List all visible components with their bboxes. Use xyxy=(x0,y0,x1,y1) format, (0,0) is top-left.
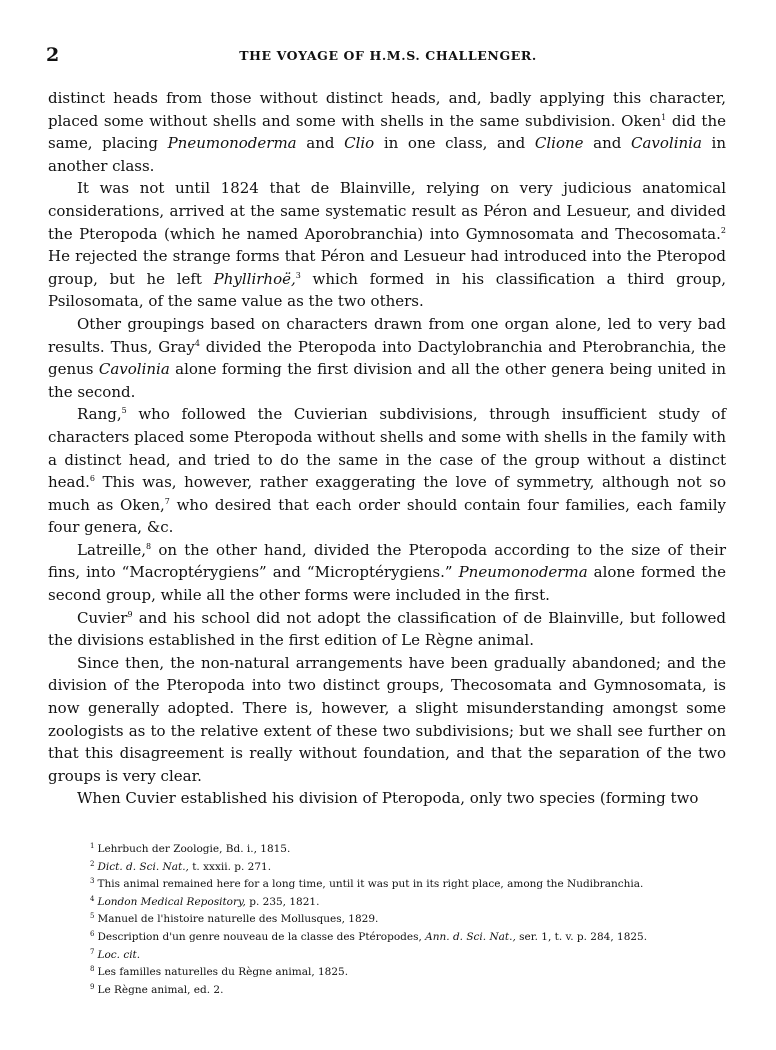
footnote-text: Les familles naturelles du Règne animal, 1825. xyxy=(97,966,349,979)
text-run: and his school did not adopt the classification of de Blainville, but followed the divisions established in the first edition of Le Règne animal. xyxy=(48,608,726,650)
footnote-number: 9 xyxy=(90,982,95,991)
italic-term: Pneumonoderma xyxy=(458,563,588,582)
text-run: who followed the Cuvierian subdivisions, through insufficient study of characters placed some Pteropoda without shells and some with shells in the family with a distinct head, and tried to do the same in the case of the group without a distinct head. xyxy=(48,405,726,492)
italic-term: Cavolinia xyxy=(98,360,170,379)
text-run: It was not until 1824 that de Blainville, relying on very judicious anatomical considerations, arrived at the same systematic result as Péron and Lesueur, and divided the Pteropoda (which he named Aporobranchia) into Gymnosomata and Thecosomata. xyxy=(48,179,726,243)
text-run: Since then, the non-natural arrangements have been gradually abandoned; and the division of the Pteropoda into two distinct groups, Thecosomata and Gymnosomata, is now generally adopted. There is, however, a slight misunderstanding amongst some zoologists as to the relative extent of these two subdivisions; but we shall see further on that this disagreement is really without foundation, and that the separation of the two groups is very clear. xyxy=(48,653,726,785)
footnote-ref: 6 xyxy=(89,474,95,484)
text-run: This was, however, rather exaggerating the love of symmetry, although not so much as Oken, xyxy=(48,473,726,514)
footnote-number: 6 xyxy=(90,929,95,938)
footnote-text: p. 235, 1821. xyxy=(245,895,320,908)
text-run: Other groupings based on characters drawn from one organ alone, led to very bad results. Thus, Gray xyxy=(48,314,726,356)
footnote-italic: London Medical Repository, xyxy=(97,895,246,908)
text-run: who desired that each order should contain four families, each family four genera, &c. xyxy=(48,495,727,537)
footnote-ref: 8 xyxy=(146,541,152,551)
footnote-text: This animal remained here for a long time, until it was put in its right place, among the Nudibranchia. xyxy=(97,878,644,891)
footnote-text: t. xxxii. p. 271. xyxy=(188,860,272,873)
footnote-text: Le Règne animal, ed. 2. xyxy=(97,983,224,996)
italic-term: Pneumonoderma xyxy=(167,134,297,153)
footnote-ref: 7 xyxy=(164,496,170,506)
italic-term: Cavolinia xyxy=(630,134,702,153)
text-run: in another class. xyxy=(48,134,726,175)
footnote-ref: 5 xyxy=(121,406,127,416)
footnotes xyxy=(90,841,730,999)
footnote xyxy=(90,964,730,982)
footnote-number: 7 xyxy=(90,947,95,956)
text-run: distinct heads from those without distinct heads, and, badly applying this character, placed some without shells and some with shells in the same subdivision. Oken xyxy=(48,89,726,130)
footnote-italic: Loc. cit. xyxy=(97,948,141,961)
footnote-text: Manuel de l'histoire naturelle des Mollusques, 1829. xyxy=(97,913,379,926)
footnote-number: 3 xyxy=(90,877,95,886)
footnote xyxy=(90,876,730,894)
paragraph-2 xyxy=(48,177,726,313)
footnote-ref: 3 xyxy=(295,270,301,280)
footnote-number: 1 xyxy=(90,842,95,850)
footnote-text: Lehrbuch der Zoologie, Bd. i., 1815. xyxy=(97,843,291,855)
footnote-number: 4 xyxy=(90,894,95,903)
footnote xyxy=(90,841,730,859)
text-run: Rang, xyxy=(77,405,122,424)
footnote-number: 8 xyxy=(90,965,95,974)
footnote-text: Description d'un genre nouveau de la classe des Ptéropodes, xyxy=(97,930,426,943)
text-run: did the same, placing xyxy=(48,111,726,153)
footnote-text: ser. 1, t. v. p. 284, 1825. xyxy=(515,930,648,943)
footnote xyxy=(90,929,730,947)
paragraph-6 xyxy=(48,607,726,652)
paragraph-7 xyxy=(48,652,726,788)
footnote-ref: 1 xyxy=(661,112,667,122)
footnote xyxy=(90,947,730,965)
footnote-number: 5 xyxy=(90,912,95,921)
footnote-number: 2 xyxy=(90,859,95,868)
text-run: and xyxy=(296,134,345,153)
footnote-italic: Dict. d. Sci. Nat., xyxy=(97,860,189,873)
footnote xyxy=(90,982,730,1000)
italic-term: Phyllirhoë, xyxy=(213,269,296,288)
text-run: which formed in his classification a third group, Psilosomata, of the same value as the two others. xyxy=(48,269,726,311)
footnote xyxy=(90,894,730,912)
italic-term: Clione xyxy=(534,134,584,153)
running-title: THE VOYAGE OF H.M.S. CHALLENGER. xyxy=(239,48,537,63)
text-run: on the other hand, divided the Pteropoda according to the size of their fins, into “Macroptérygiens” and “Microptérygiens.” xyxy=(48,540,726,582)
text-run: Cuvier xyxy=(77,608,128,627)
text-run: alone formed the second group, while all the other forms were included in the first. xyxy=(48,563,726,605)
footnote xyxy=(90,911,730,929)
footnote-italic: Ann. d. Sci. Nat., xyxy=(425,930,516,943)
paragraph-5 xyxy=(48,539,726,607)
paragraph-4 xyxy=(48,403,726,539)
paragraph-3 xyxy=(48,313,726,403)
text-run: divided the Pteropoda into Dactylobranchia and Pterobranchia, the genus xyxy=(48,337,726,379)
text-run: in one class, and xyxy=(374,134,535,153)
text-run: alone forming the first division and all the other genera being united in the second. xyxy=(48,360,726,401)
page-number: 2 xyxy=(46,44,60,66)
footnote-ref: 9 xyxy=(127,609,133,619)
footnote-ref: 4 xyxy=(194,338,200,348)
paragraph-8 xyxy=(48,787,726,810)
text-run: He rejected the strange forms that Péron and Lesueur had introduced into the Pteropod group, but he left xyxy=(48,247,726,288)
footnote xyxy=(90,859,730,877)
text-run: When Cuvier established his division of Pteropoda, only two species (forming two xyxy=(77,789,699,808)
text-run: and xyxy=(583,134,631,153)
footnote-ref: 2 xyxy=(720,225,726,235)
text-run: Latreille, xyxy=(77,540,147,559)
italic-term: Clio xyxy=(344,134,375,153)
paragraph-1 xyxy=(48,87,726,177)
body-text xyxy=(48,87,726,810)
